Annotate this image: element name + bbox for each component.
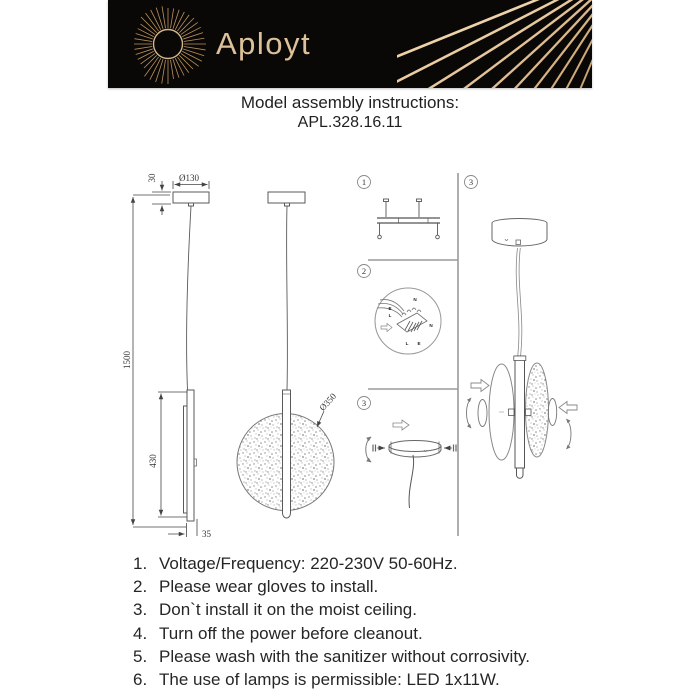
brand-name: Aployt: [216, 26, 312, 61]
dimension-leader-350: [317, 411, 324, 427]
dimension-label-430: 430: [148, 454, 158, 468]
side-view: [173, 192, 209, 521]
instruction-text: Please wash with the sanitizer without corrosivity.: [159, 646, 531, 666]
wire-label-e-bottom: E: [417, 341, 421, 346]
instruction-number: 5.: [133, 646, 148, 666]
wire-label-n-right: N: [429, 323, 433, 328]
instruction-item: [133, 668, 603, 691]
front-view: [237, 192, 334, 518]
instruction-item: [133, 622, 603, 645]
step3-badge: [358, 397, 371, 410]
step1-badge: [358, 176, 371, 189]
instruction-number: 3.: [133, 600, 148, 620]
dimension-label-130: Ø130: [179, 173, 199, 183]
step3-result-badge: [465, 176, 478, 189]
instruction-text: The use of lamps is permissible: LED 1x11W.: [159, 670, 500, 690]
step2-diagram: [375, 288, 441, 354]
page-title: Model assembly instructions:: [240, 93, 460, 112]
wire-label-e-left: E: [388, 306, 392, 311]
model-number: APL.328.16.11: [297, 114, 403, 131]
dimension-label-35: 35: [202, 529, 211, 539]
instruction-item: [133, 575, 603, 598]
wire-label-l-left: L: [388, 313, 392, 318]
step1-diagram: [377, 199, 440, 239]
side-view-dimensions: [133, 181, 209, 537]
wire-label-l-bottom: L: [405, 341, 409, 346]
dimension-label-350: [317, 391, 338, 413]
instruction-number: 2.: [133, 577, 148, 597]
instruction-text: Don`t install it on the moist ceiling.: [159, 600, 417, 620]
wire-label-n-top: N: [413, 297, 417, 302]
instruction-text: Please wear gloves to install.: [159, 577, 379, 597]
instruction-text: Voltage/Frequency: 220-230V 50-60Hz.: [159, 554, 458, 573]
svg-text:3: 3: [468, 177, 474, 187]
svg-text:1: 1: [361, 177, 367, 187]
instruction-text: Turn off the power before cleanout.: [159, 623, 423, 643]
step-grid: [368, 173, 458, 536]
svg-text:2: 2: [361, 266, 367, 276]
svg-text:3: 3: [361, 398, 367, 408]
assembled-view: [467, 219, 578, 479]
dimension-label-1500: 1500: [122, 351, 132, 369]
instruction-number: 1.: [133, 554, 148, 573]
instruction-number: 4.: [133, 623, 148, 643]
svg-text:Ø350: Ø350: [317, 391, 339, 413]
instruction-list: [133, 552, 603, 691]
instruction-item: [133, 598, 603, 621]
instruction-item: [133, 552, 603, 575]
dimension-label-30: 30: [147, 173, 157, 183]
instruction-item: [133, 645, 603, 668]
instruction-number: 6.: [133, 670, 148, 690]
step3-diagram: [366, 420, 456, 508]
step2-badge: [358, 265, 371, 278]
